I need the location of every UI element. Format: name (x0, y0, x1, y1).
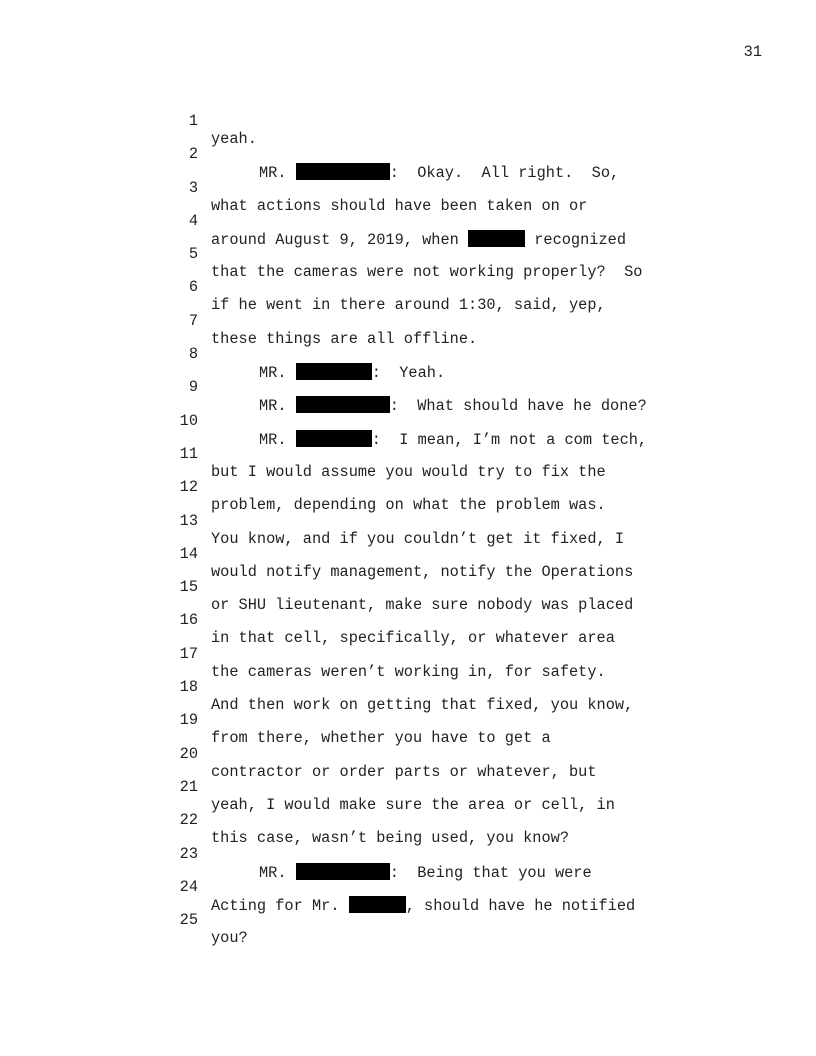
transcript-line (172, 460, 692, 515)
line-number: 10 (179, 411, 198, 430)
line-number: 16 (179, 611, 198, 630)
line-text: MR. : I mean, I’m not a com tech, (259, 430, 648, 449)
line-number: 18 (179, 678, 198, 697)
line-text: that the cameras were not working properly? So (211, 263, 643, 282)
transcript-line (172, 294, 692, 348)
transcript-line (172, 627, 692, 681)
line-text: or SHU lieutenant, make sure nobody was placed (211, 596, 634, 615)
line-number: 24 (179, 877, 198, 896)
line-text: around August 9, 2019, when recognized (211, 230, 627, 249)
line-text: if he went in there around 1:30, said, yep, (211, 296, 606, 315)
transcript-line (172, 427, 692, 481)
line-number: 15 (179, 578, 198, 597)
line-text: MR. : Yeah. (259, 364, 446, 383)
line-number: 3 (188, 178, 198, 197)
line-number: 25 (179, 911, 198, 930)
transcript-line (172, 560, 692, 615)
transcript-line (172, 494, 692, 548)
transcript-line (172, 260, 692, 315)
line-number: 13 (179, 511, 198, 530)
line-text: contractor or order parts or whatever, but (211, 762, 597, 781)
transcript-line (172, 760, 692, 814)
line-text: you? (211, 929, 248, 948)
line-number: 20 (179, 744, 198, 763)
transcript-line (172, 127, 692, 183)
transcript-line (172, 893, 692, 948)
line-number: 21 (179, 777, 198, 796)
line-text: but I would assume you would try to fix the (211, 462, 606, 481)
line-number: 6 (188, 278, 198, 297)
transcript-line (172, 360, 692, 416)
line-number: 17 (179, 644, 198, 663)
line-number: 8 (188, 345, 198, 364)
line-number: 12 (179, 478, 198, 497)
transcript-line (172, 793, 692, 848)
line-number: 14 (179, 544, 198, 563)
line-text: yeah, I would make sure the area or cell, in (211, 795, 615, 814)
transcript-line (172, 327, 692, 383)
line-number: 5 (188, 245, 198, 264)
line-text: would notify management, notify the Operations (211, 562, 634, 581)
line-number: 1 (188, 112, 198, 130)
transcript-line (172, 860, 692, 915)
line-text: problem, depending on what the problem was. (211, 496, 606, 515)
line-number: 23 (179, 844, 198, 863)
transcript-line (172, 593, 692, 648)
transcript-line (172, 693, 692, 748)
transcript-line (172, 727, 692, 781)
line-number: 11 (179, 444, 198, 463)
transcript-line (172, 227, 692, 282)
line-text: And then work on getting that fixed, you know, (211, 696, 634, 715)
line-text: Acting for Mr. , should have he notified (211, 896, 636, 915)
line-text: yeah. (211, 130, 257, 148)
line-number: 19 (179, 711, 198, 730)
line-text: the cameras weren’t working in, for safety. (211, 662, 606, 681)
transcript-line (172, 660, 692, 715)
line-text: from there, whether you have to get a (211, 729, 551, 748)
transcript-line (172, 94, 692, 148)
transcript-line (172, 827, 692, 882)
line-text: MR. : Being that you were (259, 863, 592, 882)
line-text: this case, wasn’t being used, you know? (211, 829, 570, 848)
transcript-line (172, 161, 692, 215)
line-text: what actions should have been taken on or (211, 196, 588, 215)
line-text: You know, and if you couldn’t get it fixed, I (211, 529, 625, 548)
page-number: 31 (743, 43, 762, 61)
line-number: 9 (188, 378, 198, 397)
transcript-line (172, 394, 692, 449)
line-number: 2 (188, 145, 198, 164)
line-text: MR. : Okay. All right. So, (259, 164, 620, 183)
line-number: 7 (188, 311, 198, 330)
line-number: 4 (188, 211, 198, 230)
line-text: MR. : What should have he done? (259, 397, 647, 416)
transcript-line (172, 527, 692, 581)
transcript-line (172, 194, 692, 249)
line-text: in that cell, specifically, or whatever area (211, 629, 615, 648)
transcript-body (172, 94, 692, 948)
line-text: these things are all offline. (211, 329, 478, 348)
line-number: 22 (179, 811, 198, 830)
